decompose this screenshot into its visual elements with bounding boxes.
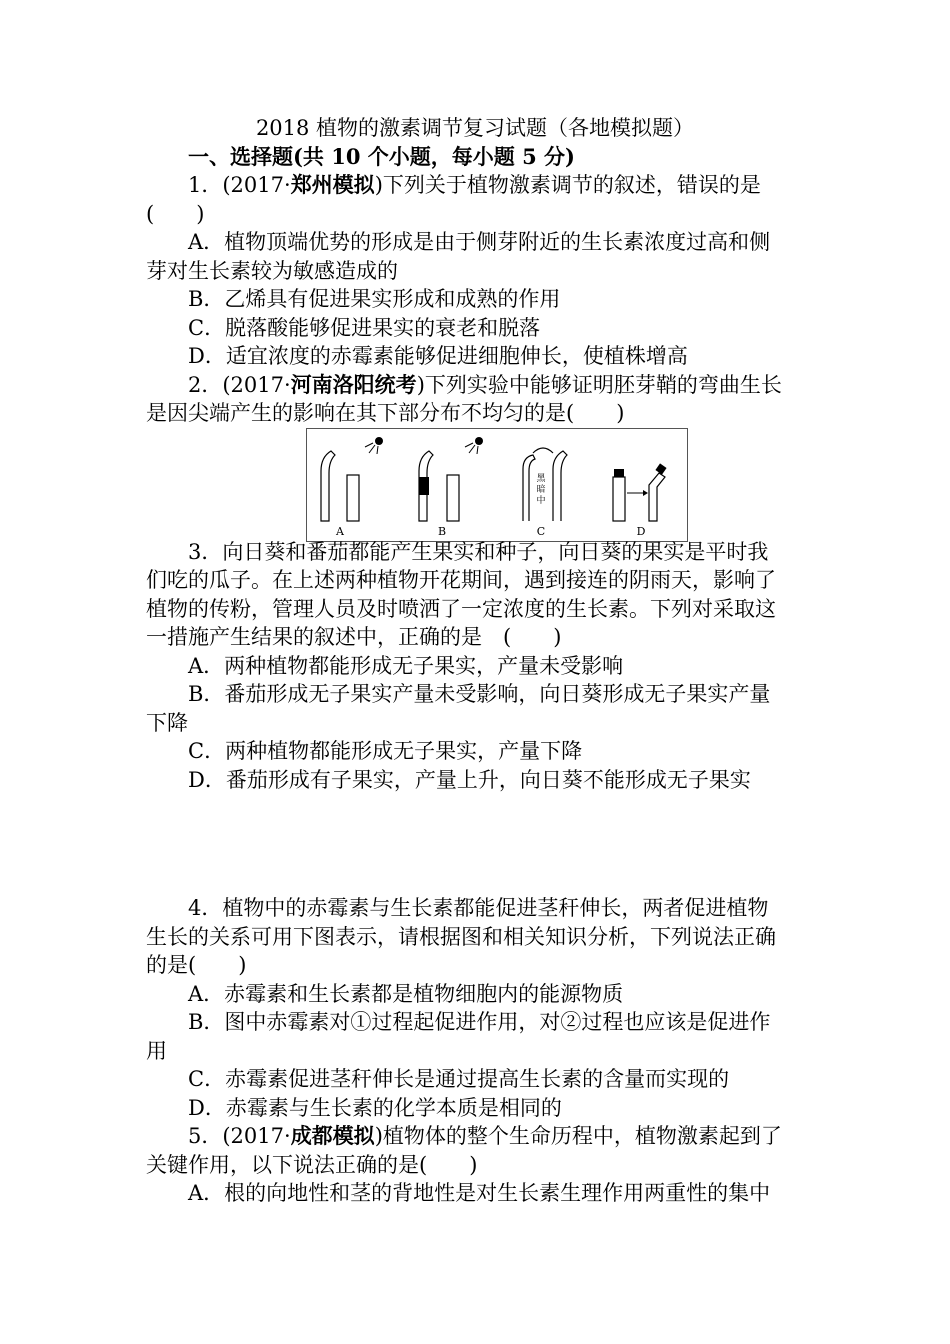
- agar-block-coleoptile: [447, 475, 459, 521]
- question-1-answer-blank: ( ): [146, 202, 205, 226]
- question-4-option-d: D．赤霉素与生长素的化学本质是相同的: [188, 1096, 562, 1120]
- question-4-stem: 4．植物中的赤霉素与生长素都能促进茎秆伸长，两者促进植物: [188, 896, 769, 920]
- dark-label-3: 中: [536, 496, 546, 506]
- question-3-stem: 3．向日葵和番茄都能产生果实和种子，向日葵的果实是平时我: [188, 540, 769, 564]
- question-4-option-b-cont: 用: [146, 1039, 167, 1063]
- coleoptile-experiment-figure: [306, 428, 688, 542]
- bent-coleoptile: [321, 451, 335, 521]
- agar-block: [655, 463, 666, 474]
- tip-block: [614, 469, 624, 477]
- question-3-option-c: C．两种植物都能形成无子果实，产量下降: [188, 739, 583, 763]
- dark-label-1: 黑: [536, 474, 546, 484]
- question-5-stem-cont: 关键作用，以下说法正确的是( ): [146, 1153, 478, 1177]
- question-3-stem-cont: 植物的传粉，管理人员及时喷洒了一定浓度的生长素。下列对采取这: [146, 597, 776, 621]
- question-1-option-a-cont: 芽对生长素较为敏感造成的: [146, 259, 398, 283]
- label-a: A: [336, 525, 344, 538]
- coleoptile-left: [523, 455, 535, 521]
- coleoptile-right: [553, 451, 567, 521]
- question-1-option-b: B．乙烯具有促进果实形成和成熟的作用: [188, 287, 561, 311]
- question-5-source: 成都模拟: [290, 1123, 375, 1148]
- question-3-stem-cont: 一措施产生结果的叙述中，正确的是 ( ): [146, 625, 562, 649]
- question-4-stem-cont: 生长的关系可用下图表示，请根据图和相关知识分析，下列说法正确: [146, 925, 776, 949]
- light-source-icon: [375, 437, 383, 445]
- question-1-stem: 1．(2017·郑州模拟)下列关于植物激素调节的叙述，错误的是: [188, 172, 761, 197]
- question-4-stem-cont: 的是( ): [146, 953, 247, 977]
- label-b: B: [437, 525, 447, 538]
- decapitated-coleoptile: [613, 477, 625, 521]
- question-3-option-a: A．两种植物都能形成无子果实，产量未受影响: [188, 654, 624, 678]
- question-3-option-b-cont: 下降: [146, 711, 188, 735]
- question-3-stem-cont: 们吃的瓜子。在上述两种植物开花期间，遇到接连的阴雨天，影响了: [146, 568, 776, 592]
- label-c: C: [536, 525, 546, 538]
- question-4-option-c: C．赤霉素促进茎秆伸长是通过提高生长素的含量而实现的: [188, 1067, 730, 1091]
- experiment-b: [419, 437, 483, 538]
- bent-coleoptile: [649, 473, 665, 521]
- question-3-option-d: D．番茄形成有子果实，产量上升，向日葵不能形成无子果实: [188, 768, 751, 792]
- question-1-source: 郑州模拟: [290, 172, 375, 197]
- question-4-option-b: B．图中赤霉素对①过程起促进作用，对②过程也应该是促进作: [188, 1010, 771, 1034]
- question-4-option-a: A．赤霉素和生长素都是植物细胞内的能源物质: [188, 982, 624, 1006]
- document-title: 2018 植物的激素调节复习试题（各地模拟题）: [255, 116, 695, 140]
- question-2-stem-cont: 是因尖端产生的影响在其下部分布不均匀的是( ): [146, 401, 625, 425]
- question-2-source: 河南洛阳统考: [290, 372, 417, 397]
- mica-block: [419, 477, 429, 495]
- dark-label-2: 暗: [536, 485, 546, 495]
- question-1-option-d: D．适宜浓度的赤霉素能够促进细胞伸长，使植株增高: [188, 344, 688, 368]
- question-5-option-a: A．根的向地性和茎的背地性是对生长素生理作用两重性的集中: [188, 1181, 771, 1205]
- question-2-stem: 2．(2017·河南洛阳统考)下列实验中能够证明胚芽鞘的弯曲生长: [188, 372, 782, 397]
- experiment-c: [523, 448, 567, 538]
- coleoptile-diagram: [307, 429, 687, 541]
- agar-block-coleoptile: [347, 475, 359, 521]
- label-d: D: [636, 525, 646, 538]
- section-heading: 一、选择题(共 10 个小题，每小题 5 分): [188, 144, 575, 169]
- experiment-a: [321, 437, 383, 538]
- question-1-option-c: C．脱落酸能够促进果实的衰老和脱落: [188, 316, 541, 340]
- experiment-d: [613, 463, 667, 538]
- question-5-stem: 5．(2017·成都模拟)植物体的整个生命历程中，植物激素起到了: [188, 1123, 782, 1148]
- light-source-icon: [475, 437, 483, 445]
- question-3-option-b: B．番茄形成无子果实产量未受影响，向日葵形成无子果实产量: [188, 682, 771, 706]
- question-1-option-a: A．植物顶端优势的形成是由于侧芽附近的生长素浓度过高和侧: [188, 230, 771, 254]
